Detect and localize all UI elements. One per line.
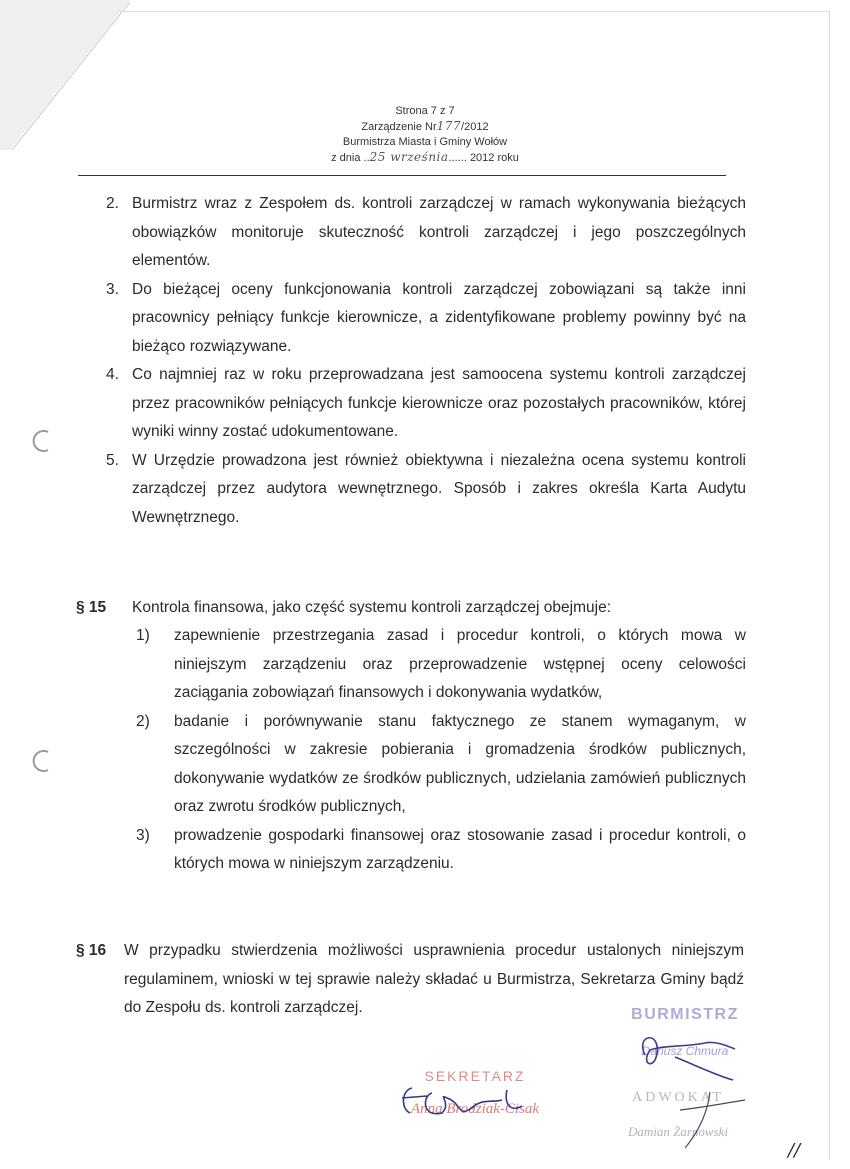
list-item-number: 2): [136, 712, 150, 730]
section-intro: Kontrola finansowa, jako część systemu kontroli zarządczej obejmuje:: [132, 599, 612, 616]
stamp-name: Dariusz Chmura: [641, 1044, 729, 1058]
list-item-number: 3): [136, 826, 150, 844]
list-item-text: prowadzenie gospodarki finansowej oraz stosowanie zasad i procedur kontroli, o których mowa w niniejszym zarządzeniu.: [174, 826, 746, 872]
issuer: Burmistrza Miasta i Gminy Wołów: [342, 136, 508, 148]
list-item: [136, 822, 746, 879]
adwokat-stamp: [598, 1090, 758, 1140]
page-fold-shadow: [0, 0, 200, 200]
list-item-text: Burmistrz wraz z Zespołem ds. kontroli zarządczej w ramach wykonywania bieżących obowiązków monitoruje skuteczność kontroli zarządczej i jego poszczególnych elementów.: [132, 195, 746, 269]
header-divider: [78, 175, 726, 176]
stamp-name: Anna Brodziak-Cisak: [410, 1101, 540, 1117]
list-item: [136, 622, 746, 708]
order-date: z dnia ..25 września...... 2012 roku: [331, 150, 519, 164]
punch-hole-top: [30, 428, 56, 454]
list-item-text: Do bieżącej oceny funkcjonowania kontroli zarządczej zobowiązani są także inni pracownicy pełniący funkcje kierownicze, a zidentyfikowane problemy powinny być na bieżąco rozwiązywane.: [132, 280, 746, 355]
stamp-title: ADWOKAT: [632, 1090, 724, 1105]
list-item-text: badanie i porównywanie stanu faktycznego ze stanem wymaganym, w szczególności w zakresie pobierania i gromadzenia środków publicznych, dokonywanie wydatków ze środków publicznych, udzielania zamówień publicznych oraz zwrotu środków publicznych,: [174, 712, 746, 815]
list-item-number: 3.: [106, 280, 119, 298]
list-item-number: 2.: [106, 195, 119, 212]
list-item-text: W Urzędzie prowadzona jest również obiektywna i niezależna ocena systemu kontroli zarządczej przez audytora wewnętrznego. Sposób i zakres określa Karta Audytu Wewnętrznego.: [132, 451, 746, 526]
list-item-number: 5.: [106, 451, 119, 469]
section-heading: § 15: [76, 599, 107, 616]
list-item-number: 1): [136, 627, 150, 644]
sekretarz-stamp: [380, 1068, 570, 1118]
order-number: Zarządzenie Nr177/2012: [361, 119, 489, 133]
list-item: [106, 361, 746, 447]
stamp-name: Damian Żarnowski: [627, 1124, 729, 1139]
handwritten-order-number: 177: [436, 119, 462, 133]
list-item: [106, 276, 746, 362]
list-item: [106, 190, 746, 276]
scan-edge-right: [829, 10, 830, 1160]
list-item-text: zapewnienie przestrzegania zasad i procedur kontroli, o których mowa w niniejszym zarządzeniu oraz przeprowadzenie wstępnej oceny celowości zaciągania zobowiązań finansowych i dokonywania wydatków,: [174, 627, 746, 701]
scan-edge-top: [120, 11, 830, 12]
stamp-title: SEKRETARZ: [424, 1068, 526, 1084]
document-header: [300, 104, 550, 166]
list-item: [106, 447, 746, 533]
section-body: W przypadku stwierdzenia możliwości usprawnienia procedur ustalonych niniejszym regulaminem, wnioski w tej sprawie należy składać u Burmistrza, Sekretarza Gminy bądź do Zespołu ds. kontroli zarządczej.: [124, 942, 744, 1016]
punch-hole-bottom: [30, 748, 56, 774]
section-heading: § 16: [76, 942, 107, 959]
section-15-list: [136, 622, 746, 879]
list-item-number: 4.: [106, 366, 119, 383]
stamp-title: BURMISTRZ: [631, 1006, 739, 1023]
handwritten-date: 25 września: [369, 150, 449, 164]
numbered-list: [106, 190, 746, 532]
page-number: Strona 7 z 7: [395, 105, 455, 117]
corner-mark: //: [788, 1140, 801, 1161]
list-item: [136, 708, 746, 822]
list-item-text: Co najmniej raz w roku przeprowadzana jest samoocena systemu kontroli zarządczej przez pracowników pełniących funkcje kierownicze oraz pozostałych pracowników, której wyniki winny zostać udokumentowane.: [132, 366, 746, 440]
burmistrz-stamp: [610, 1006, 760, 1058]
